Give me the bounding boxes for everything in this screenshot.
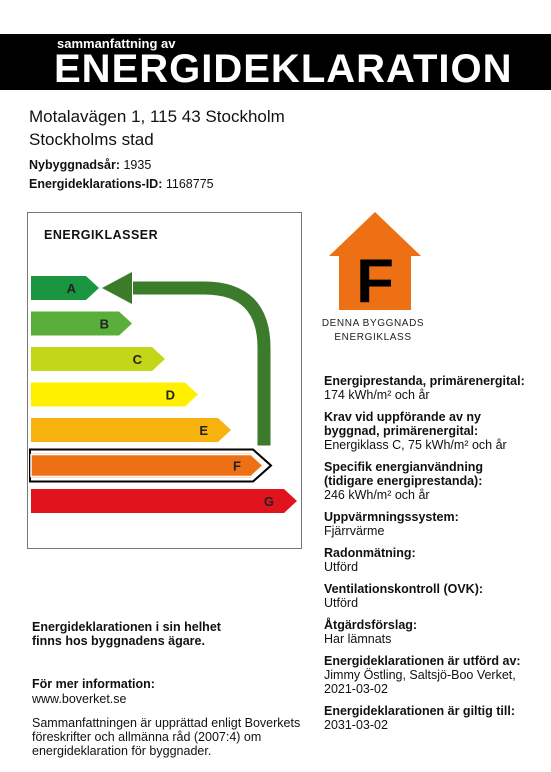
info-value: Har lämnats [324,632,392,646]
badge-letter: F [356,247,394,314]
info-measures [324,618,548,646]
info-value: Energiklass C, 75 kWh/m² och år [324,438,507,452]
info-label: Ventilationskontroll (OVK): [324,582,484,596]
footer-note: Sammanfattningen är upprättad enligt Boverkets föreskrifter och allmänna råd (2007:4) om energideklaration för byggnader. [32,716,301,758]
info-label: Energiprestanda, primärenergital: [324,374,525,388]
declaration-id-value: 1168775 [165,177,214,191]
energy-class-bar-c [31,347,165,371]
energy-class-label-d: D [165,387,175,403]
energy-class-bar-b [31,312,132,336]
build-year-value: 1935 [123,158,152,172]
info-new-building-requirement [324,410,548,452]
energy-class-bar-a [31,276,99,300]
energy-class-label-a: A [66,281,76,296]
info-list [324,374,548,740]
badge-caption-2: ENERGIKLASS [334,332,412,343]
info-value: Fjärrvärme [324,524,385,538]
address-line-1: Motalavägen 1, 115 43 Stockholm [29,107,285,126]
address-line-2: Stockholms stad [29,130,154,149]
declaration-id-label: Energideklarations-ID: [29,177,163,191]
energy-class-bar-g [31,489,297,513]
energy-class-title: ENERGIKLASSER [44,228,159,242]
energy-class-label-f: F [233,458,241,474]
info-ventilation [324,582,548,610]
declaration-id [29,177,214,191]
info-specific-energy [324,460,548,502]
energy-class-label-g: G [263,494,274,509]
info-label: Åtgärdsförslag: [324,618,418,632]
banner-subtitle: sammanfattning av [57,36,176,51]
more-info-link[interactable]: www.boverket.se [32,692,127,706]
build-year-label: Nybyggnadsår: [29,158,120,172]
info-valid-until [324,704,548,732]
more-info-label: För mer information: [32,677,155,691]
energy-class-label-c: C [132,352,142,367]
energy-class-bar-f [31,454,264,478]
info-value: Jimmy Östling, Saltsjö-Boo Verket, 2021-03-02 [324,668,516,696]
energy-class-label-e: E [199,423,208,438]
energy-class-scale [28,213,303,550]
build-year [29,158,151,172]
info-label: Uppvärmningssystem: [324,510,459,524]
info-primary-energy [324,374,548,402]
title-banner [0,34,551,90]
badge-caption-1: DENNA BYGGNADS [321,318,425,329]
energy-class-panel [27,212,302,549]
info-value: Utförd [324,596,359,610]
info-label: Krav vid uppförande av ny byggnad, primärenergital: [324,410,481,438]
info-radon [324,546,548,574]
banner-title: ENERGIDEKLARATION [54,47,513,91]
info-label: Energideklarationen är utförd av: [324,654,521,668]
energy-class-label-b: B [99,316,109,332]
info-value: 2031-03-02 [324,718,388,732]
owner-note: Energideklarationen i sin helhet finns hos byggnadens ägare. [32,620,221,648]
info-heating-system [324,510,548,538]
info-performed-by [324,654,548,696]
building-class-badge [325,210,425,314]
info-value: 174 kWh/m² och år [324,388,430,402]
info-value: 246 kWh/m² och år [324,488,430,502]
info-value: Utförd [324,560,359,574]
info-label: Energideklarationen är giltig till: [324,704,516,718]
info-label: Specifik energianvändning (tidigare energiprestanda): [324,460,484,488]
info-label: Radonmätning: [324,546,416,560]
improvement-arrow-head [102,272,132,304]
